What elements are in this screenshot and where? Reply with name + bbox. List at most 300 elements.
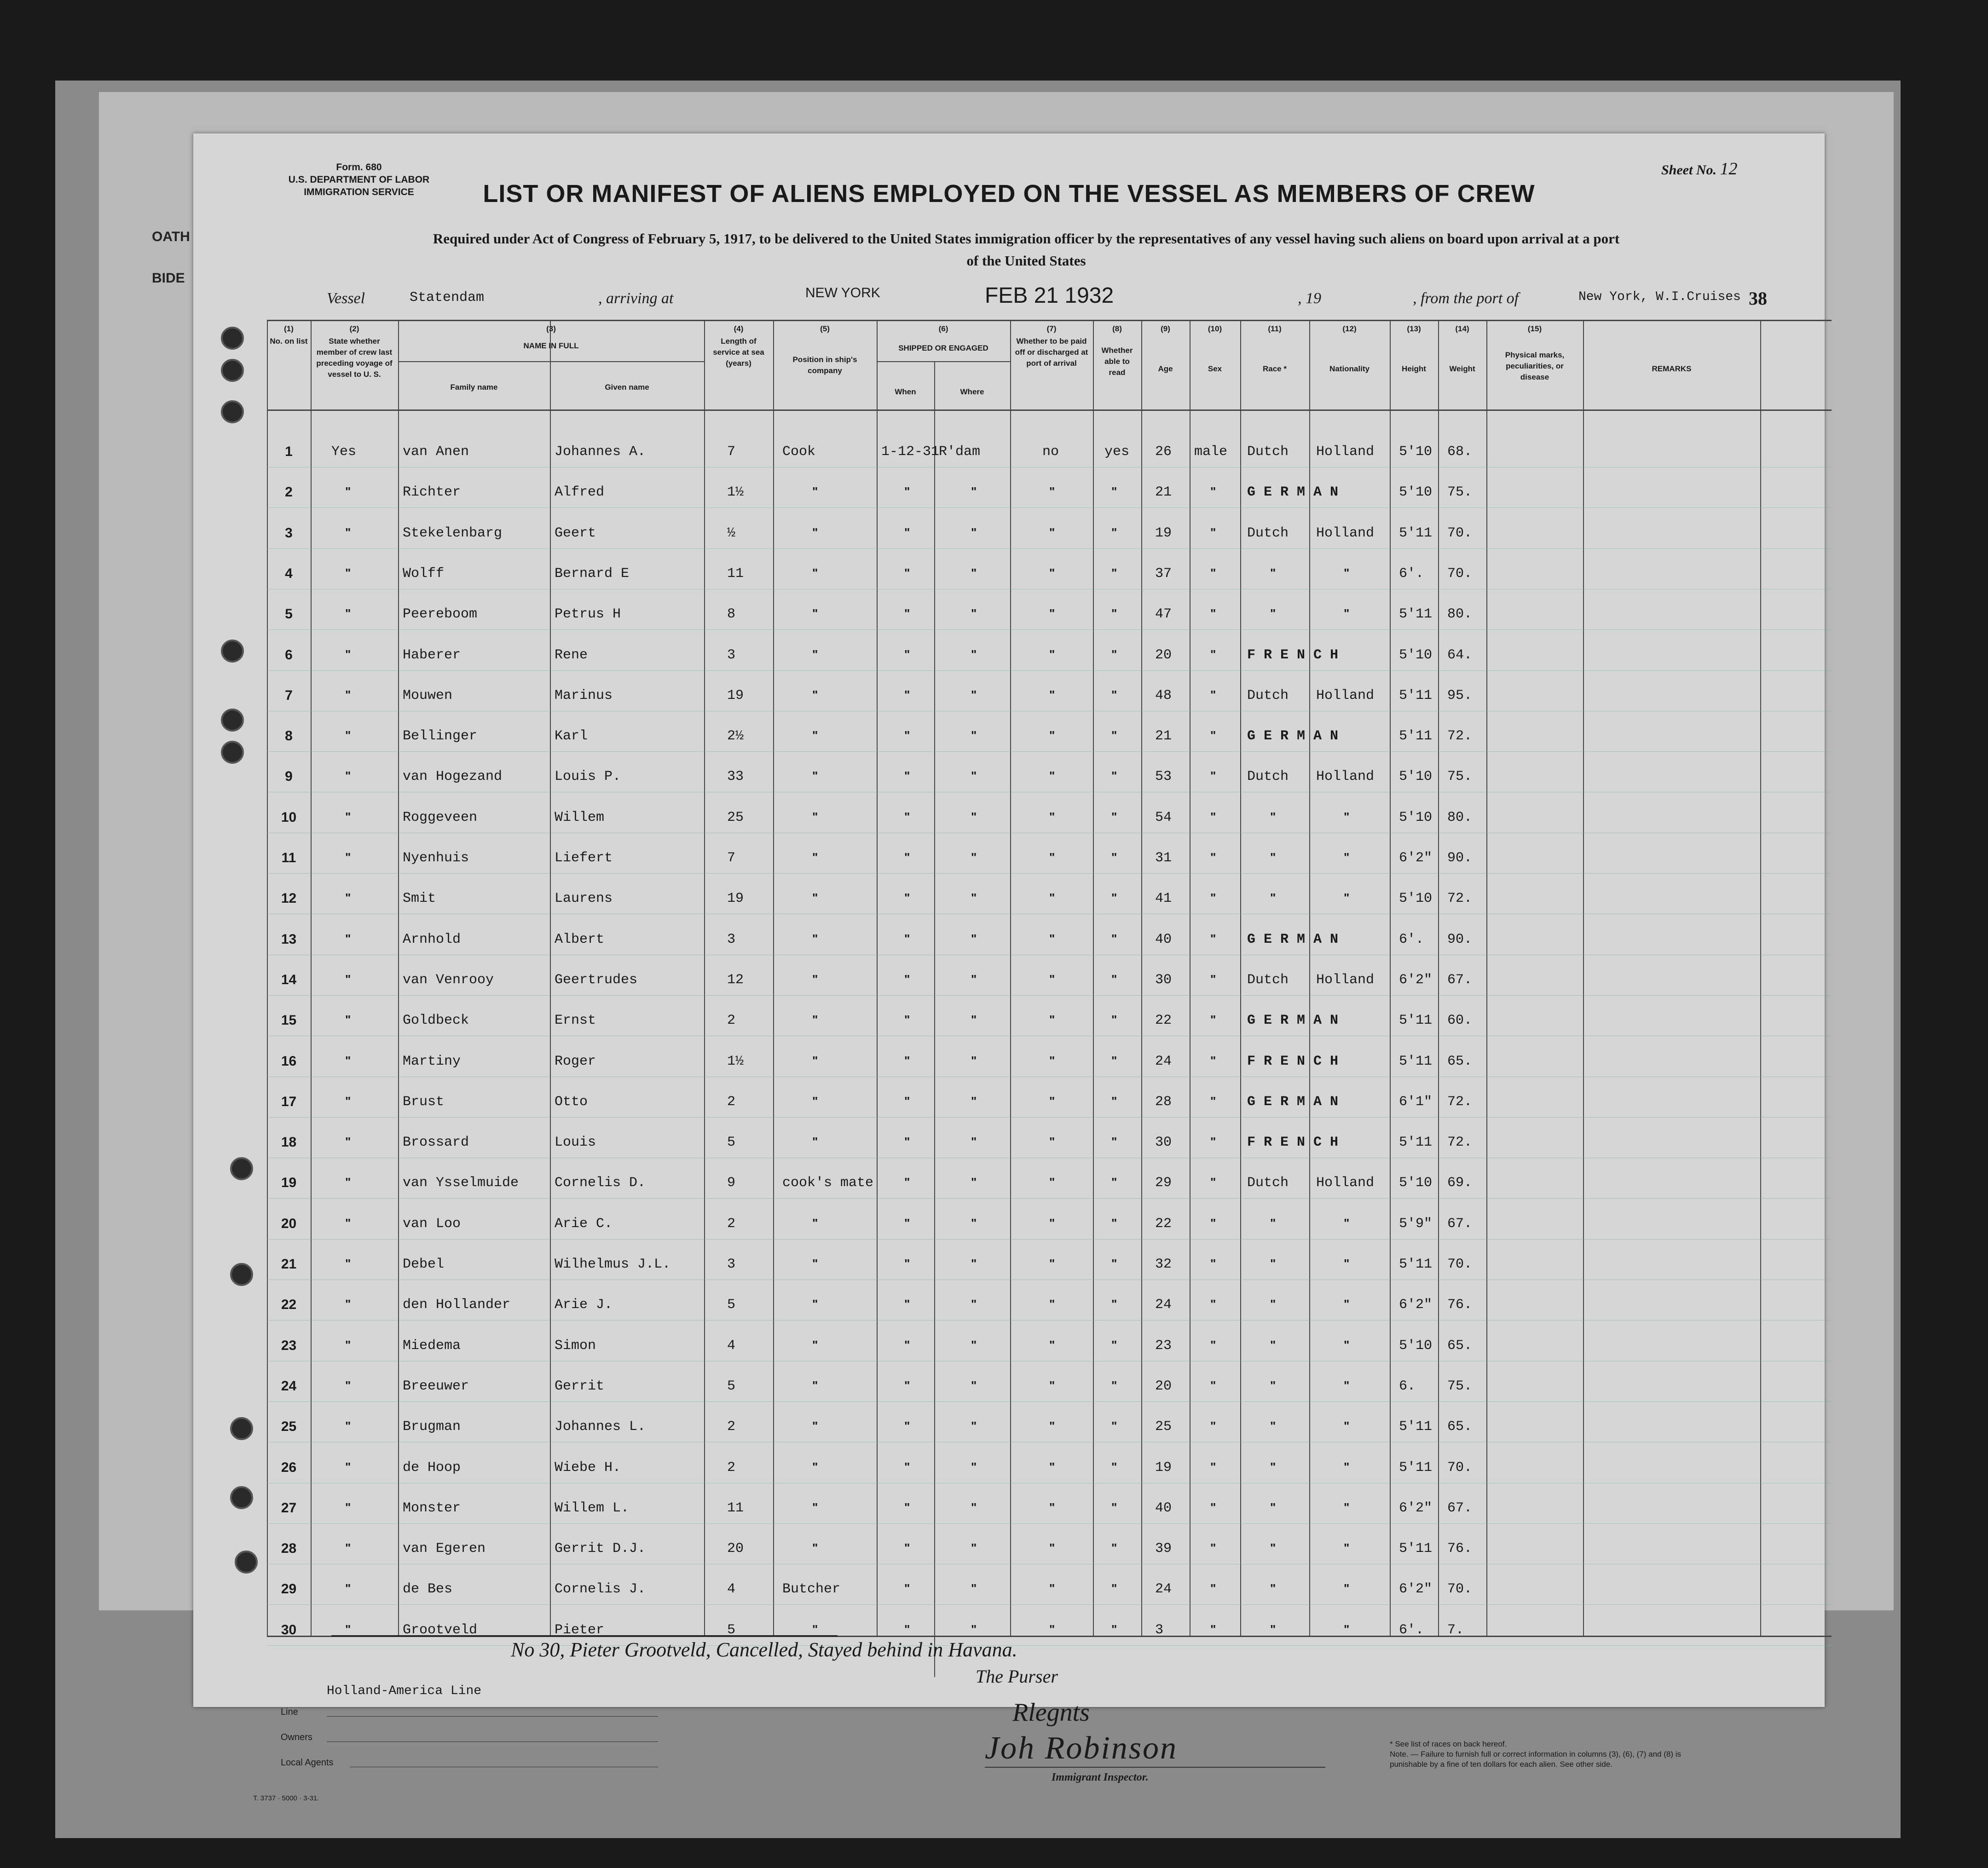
ditto-mark: " [1270,1216,1276,1230]
ditto-mark: " [345,769,351,783]
cell-weight: 72. [1447,728,1473,744]
ditto-mark: " [1344,1541,1350,1555]
cell-weight: 70. [1447,1257,1473,1272]
ditto-mark: " [1210,1419,1216,1433]
cell-service: ½ [727,525,736,541]
ditto-mark: " [812,1459,818,1474]
cell-service: 5 [727,1297,736,1313]
owners-label: Owners [281,1732,312,1742]
ditto-mark: " [1344,1459,1350,1474]
ditto-mark: " [812,1338,818,1352]
ditto-mark: " [1049,769,1055,783]
ditto-mark: " [1111,1500,1117,1514]
ditto-mark: " [904,1257,910,1270]
page-number: 38 [1749,288,1767,309]
cell-height: 5'11 [1399,1419,1433,1435]
cell-age: 22 [1155,1013,1172,1029]
cell-height: 5'10 [1399,647,1433,663]
from-port-label: , from the port of [1413,290,1519,307]
row-number: 6 [285,647,293,663]
inspector-label: Immigrant Inspector. [1052,1771,1149,1783]
ditto-mark: " [904,1419,910,1433]
ditto-mark: " [1210,565,1216,580]
ditto-mark: " [1049,1175,1055,1189]
cell-weight: 72. [1447,1135,1473,1151]
punch-hole [221,359,244,382]
cell-age: 37 [1155,565,1172,582]
ditto-mark: " [971,1094,977,1108]
cell-given: Arie J. [555,1297,613,1313]
ditto-mark: " [1210,1378,1216,1392]
row-number: 22 [281,1297,297,1313]
cell-weight: 70. [1447,525,1473,541]
cell-given: Karl [555,728,588,744]
subtitle-line: of the United States [966,253,1086,269]
cell-service: 5 [727,1378,736,1394]
cell-family: den Hollander [403,1297,511,1313]
cell-family: Grootveld [403,1622,478,1638]
ditto-mark: " [1111,850,1117,864]
row-number: 17 [281,1094,297,1109]
column-line [1093,320,1094,1636]
ditto-mark: " [1111,606,1117,621]
ditto-mark: " [971,1175,977,1189]
cell-service: 2 [727,1013,736,1029]
punch-hole [221,741,244,764]
cell-service: 5 [727,1135,736,1151]
ditto-mark: " [812,1013,818,1027]
cell-race: Dutch [1247,687,1289,703]
ditto-mark: " [1270,1297,1276,1311]
arrival-date: FEB 21 1932 [985,283,1114,308]
cell-family: de Hoop [403,1459,461,1476]
ditto-mark: " [1344,1419,1350,1433]
header-paid-off: Whether to be paid off or discharged at port of arrival [1015,337,1088,368]
header-family-name: Family name [450,383,498,392]
ditto-mark: " [345,565,351,580]
cell-family: Brust [403,1094,445,1110]
ditto-mark: " [345,1053,351,1067]
column-line [934,361,935,1677]
cell-given: Willem L. [555,1500,630,1516]
cell-height: 5'11 [1399,1013,1433,1029]
ditto-mark: " [904,1013,910,1027]
cell-nationality: Holland [1316,444,1375,460]
row-rule [267,1523,1832,1524]
column-line [1486,320,1487,1636]
ditto-mark: " [1111,1053,1117,1067]
cell-service: 9 [727,1175,736,1191]
ditto-mark: " [1270,1500,1276,1514]
ditto-mark: " [1049,1135,1055,1149]
cell-age: 41 [1155,891,1172,907]
ditto-mark: " [1049,1338,1055,1352]
ditto-mark: " [1049,565,1055,580]
ditto-mark: " [1049,931,1055,946]
ditto-mark: " [345,1459,351,1474]
cell-given: Simon [555,1338,596,1354]
cell-weight: 68. [1447,444,1473,460]
cell-family: Debel [403,1257,445,1272]
cell-weight: 70. [1447,1459,1473,1476]
ditto-mark: " [345,1338,351,1352]
col-number: (12) [1342,324,1357,333]
subtitle [267,228,1786,272]
ditto-mark: " [971,1459,977,1474]
row-number: 12 [281,891,297,906]
ditto-mark: " [1111,687,1117,702]
subtitle-line: Required under Act of Congress of February 5, 1917, to be delivered to the United States immigration officer by the representatives of any vessel having such aliens on board upon arrival at a port [433,231,1620,247]
cell-age: 48 [1155,687,1172,703]
ditto-mark: " [971,687,977,702]
departure-port: New York, W.I.Cruises [1578,290,1741,304]
ditto-mark: " [904,1622,910,1636]
ditto-mark: " [904,1459,910,1474]
cell-height: 6'1" [1399,1094,1433,1110]
cell-race: Dutch [1247,972,1289,988]
cell-age: 21 [1155,728,1172,744]
row-number: 19 [281,1175,297,1191]
ditto-mark: " [904,1216,910,1230]
ditto-mark: " [971,1257,977,1270]
cell-weight: 76. [1447,1541,1473,1557]
footer-notes [1390,1739,1703,1770]
cell-family: Arnhold [403,931,461,947]
cell-nationality: Holland [1316,769,1375,785]
row-rule [267,1401,1832,1402]
cell-service: 11 [727,565,744,582]
row-number: 20 [281,1216,297,1231]
cell-family: Stekelenbarg [403,525,503,541]
cell-given: Petrus H [555,606,621,623]
ditto-mark: " [1344,565,1350,580]
cell-race: G E R M A N [1247,1094,1339,1110]
cell-position: cook's mate [782,1175,874,1191]
punch-hole [230,1417,253,1440]
cell-height: 6'. [1399,1622,1424,1638]
ditto-mark: " [345,850,351,864]
ditto-mark: " [1111,525,1117,539]
cell-race: G E R M A N [1247,484,1339,501]
cell-race: F R E N C H [1247,1135,1339,1151]
cell-age: 32 [1155,1257,1172,1272]
ditto-mark: " [1210,1094,1216,1108]
cell-when: 1-12-31 [881,444,940,460]
ditto-mark: " [1270,1378,1276,1392]
cell-given: Louis [555,1135,596,1151]
ditto-mark: " [904,1581,910,1596]
ditto-mark: " [971,565,977,580]
ditto-mark: " [812,1216,818,1230]
ditto-mark: " [812,972,818,986]
column-line [1309,320,1310,1636]
ditto-mark: " [1111,1541,1117,1555]
header-bottom-border [267,409,1832,411]
ditto-mark: " [971,931,977,946]
cell-age: 20 [1155,647,1172,663]
cell-age: 24 [1155,1297,1172,1313]
cell-sex: male [1194,444,1228,460]
ditto-mark: " [1344,1257,1350,1270]
ditto-mark: " [1049,1297,1055,1311]
cell-weight: 65. [1447,1419,1473,1435]
row-number: 4 [285,565,293,581]
header-able-to-read: Whether able to read [1101,346,1133,377]
ditto-mark: " [812,1135,818,1149]
ditto-mark: " [1111,1419,1117,1433]
ditto-mark: " [812,1297,818,1311]
col-number: (7) [1046,324,1057,333]
cell-given: Louis P. [555,769,621,785]
line-value: Holland-America Line [327,1684,482,1698]
ditto-mark: " [904,972,910,986]
cell-weight: 90. [1447,931,1473,947]
ditto-mark: " [1270,1459,1276,1474]
cell-weight: 60. [1447,1013,1473,1029]
ditto-mark: " [345,525,351,539]
cell-height: 5'10 [1399,1338,1433,1354]
cell-given: Cornelis D. [555,1175,646,1191]
cell-height: 5'10 [1399,444,1433,460]
year-label: , 19 [1298,290,1321,307]
ditto-mark: " [345,1581,351,1596]
column-line [398,320,399,1636]
ditto-mark: " [1210,769,1216,783]
cell-given: Willem [555,809,605,825]
cell-weight: 72. [1447,1094,1473,1110]
ditto-mark: " [1270,1622,1276,1636]
cell-service: 2 [727,1419,736,1435]
ditto-mark: " [904,606,910,621]
row-number: 23 [281,1338,297,1353]
cell-where: R'dam [939,444,981,460]
column-line [550,320,551,1636]
cell-race: G E R M A N [1247,931,1339,947]
ditto-mark: " [971,1541,977,1555]
cell-service: 5 [727,1622,736,1638]
header-where: Where [960,387,984,396]
cell-service: 7 [727,444,736,460]
cell-height: 5'9" [1399,1216,1433,1232]
row-number: 27 [281,1500,297,1516]
inspector-signature: Joh Robinson [985,1730,1178,1766]
ditto-mark: " [812,1541,818,1555]
cell-nationality: Holland [1316,972,1375,988]
ditto-mark: " [971,769,977,783]
ditto-mark: " [1210,484,1216,499]
cell-race: Dutch [1247,525,1289,541]
cell-service: 4 [727,1581,736,1597]
header-position: Position in ship's company [792,355,857,375]
cell-given: Otto [555,1094,588,1110]
cell-age: 30 [1155,972,1172,988]
ditto-mark: " [812,1500,818,1514]
cell-age: 28 [1155,1094,1172,1110]
ditto-mark: " [345,687,351,702]
cell-height: 5'11 [1399,1053,1433,1069]
ditto-mark: " [812,769,818,783]
ditto-mark: " [1111,1094,1117,1108]
ditto-mark: " [812,647,818,661]
sheet-number [1661,159,1738,179]
cell-family: Wolff [403,565,445,582]
ditto-mark: " [1049,728,1055,743]
cell-given: Marinus [555,687,613,703]
ditto-mark: " [1111,484,1117,499]
vessel-name: Statendam [410,290,485,306]
cell-age: 25 [1155,1419,1172,1435]
vessel-label: Vessel [327,290,365,307]
col-number: (9) [1161,324,1170,333]
ditto-mark: " [1270,1257,1276,1270]
cell-age: 23 [1155,1338,1172,1354]
ditto-mark: " [971,1053,977,1067]
column-line [704,320,705,1636]
cell-weight: 72. [1447,891,1473,907]
cell-service: 3 [727,1257,736,1272]
cell-given: Laurens [555,891,613,907]
ditto-mark: " [345,931,351,946]
ditto-mark: " [971,1013,977,1027]
cell-height: 5'10 [1399,891,1433,907]
ditto-mark: " [904,687,910,702]
ditto-mark: " [1344,1622,1350,1636]
cell-given: Geert [555,525,596,541]
ditto-mark: " [904,1053,910,1067]
ditto-mark: " [1344,809,1350,824]
ditto-mark: " [1210,525,1216,539]
cell-height: 5'11 [1399,606,1433,623]
cell-height: 5'11 [1399,1135,1433,1151]
arrival-port: NEW YORK [805,285,880,300]
agents-label: Local Agents [281,1758,334,1768]
ditto-mark: " [1111,809,1117,824]
ditto-mark: " [971,1419,977,1433]
cell-given: Pieter [555,1622,605,1638]
row-number: 24 [281,1378,297,1394]
cell-given: Roger [555,1053,596,1069]
row-number: 30 [281,1622,297,1637]
ditto-mark: " [1049,1419,1055,1433]
col-number: (2) [349,324,359,333]
cell-weight: 70. [1447,565,1473,582]
ditto-mark: " [1111,1135,1117,1149]
cell-family: Peereboom [403,606,478,623]
punch-hole [221,400,244,423]
cell-age: 29 [1155,1175,1172,1191]
ditto-mark: " [812,1053,818,1067]
cell-height: 6'2" [1399,1500,1433,1516]
edge-label: BIDE [152,271,185,286]
cell-given: Rene [555,647,588,663]
ditto-mark: " [1210,809,1216,824]
ditto-mark: " [345,1094,351,1108]
row-number: 9 [285,769,293,784]
printer-mark: T. 3737 · 5000 · 3-31. [253,1794,319,1802]
column-line [1438,320,1439,1636]
ditto-mark: " [345,1378,351,1392]
ditto-mark: " [1210,1297,1216,1311]
ditto-mark: " [1049,1378,1055,1392]
cell-family: Roggeveen [403,809,478,825]
cell-family: Bellinger [403,728,478,744]
row-rule [267,507,1832,508]
page-title: LIST OR MANIFEST OF ALIENS EMPLOYED ON THE VESSEL AS MEMBERS OF CREW [483,180,1535,208]
cell-family: Monster [403,1500,461,1516]
cell-service: 19 [727,687,744,703]
cell-race: F R E N C H [1247,647,1339,663]
ditto-mark: " [345,484,351,499]
ditto-mark: " [971,972,977,986]
row-rule [267,751,1832,752]
cell-height: 5'11 [1399,1257,1433,1272]
ditto-mark: " [1049,1053,1055,1067]
ditto-mark: " [345,647,351,661]
header-age: Age [1158,364,1173,373]
cell-service: 20 [727,1541,744,1557]
column-line [1010,320,1011,1636]
ditto-mark: " [812,1257,818,1270]
header-when: When [895,387,916,396]
ditto-mark: " [812,606,818,621]
ditto-mark: " [1210,687,1216,702]
cell-age: 39 [1155,1541,1172,1557]
cell-given: Albert [555,931,605,947]
ditto-mark: " [1111,565,1117,580]
cell-given: Gerrit D.J. [555,1541,646,1557]
cell-service: 2 [727,1459,736,1476]
cell-weight: 7. [1447,1622,1464,1638]
ditto-mark: " [1049,1459,1055,1474]
cell-family: Richter [403,484,461,501]
row-number: 18 [281,1135,297,1150]
ditto-mark: " [812,850,818,864]
row-number: 13 [281,931,297,947]
ditto-mark: " [904,728,910,743]
cell-height: 6'2" [1399,1581,1433,1597]
header-height: Height [1402,364,1426,373]
ditto-mark: " [345,728,351,743]
ditto-mark: " [904,931,910,946]
cell-age: 24 [1155,1053,1172,1069]
cell-service: 19 [727,891,744,907]
ditto-mark: " [904,484,910,499]
punch-hole [221,327,244,350]
ditto-mark: " [1049,525,1055,539]
ditto-mark: " [812,891,818,905]
cell-age: 24 [1155,1581,1172,1597]
cell-height: 6'2" [1399,1297,1433,1313]
cell-service: 3 [727,647,736,663]
ditto-mark: " [1210,1135,1216,1149]
ditto-mark: " [904,891,910,905]
ditto-mark: " [1049,1094,1055,1108]
cell-race: G E R M A N [1247,1013,1339,1029]
row-number: 5 [285,606,293,622]
row-number: 28 [281,1541,297,1557]
cell-age: 40 [1155,1500,1172,1516]
vessel-line [327,285,1845,313]
owners-rule [327,1741,658,1742]
cell-age: 47 [1155,606,1172,623]
cell-family: Brossard [403,1135,469,1151]
line-rule [327,1716,658,1717]
cell-height: 6. [1399,1378,1416,1394]
ditto-mark: " [1210,606,1216,621]
ditto-mark: " [904,565,910,580]
ditto-mark: " [812,728,818,743]
cell-weight: 90. [1447,850,1473,866]
